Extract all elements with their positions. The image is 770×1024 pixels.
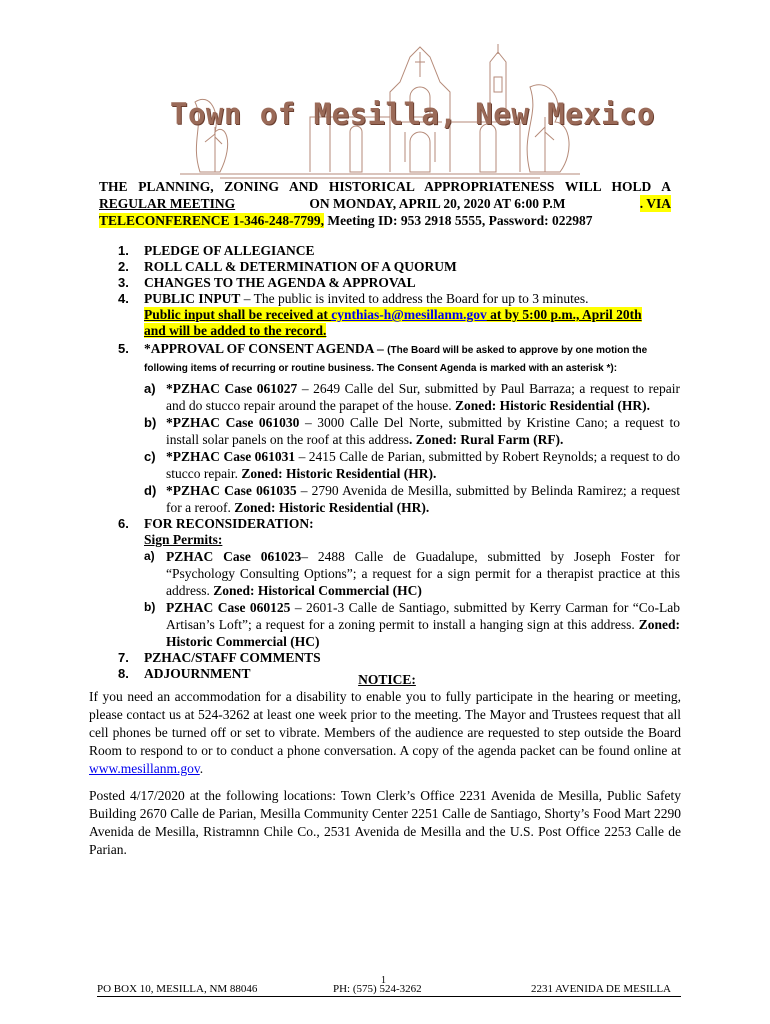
public-input-highlight bbox=[144, 307, 642, 322]
item-title: *APPROVAL OF CONSENT AGENDA bbox=[144, 341, 374, 356]
item-title: FOR RECONSIDERATION: bbox=[144, 516, 314, 531]
reconsideration-item bbox=[118, 548, 680, 599]
item-number: 2. bbox=[118, 259, 129, 274]
meeting-announcement bbox=[99, 178, 671, 229]
item-number: 3. bbox=[118, 275, 129, 290]
notice-text: If you need an accommodation for a disability to enable you to fully participate in the hearing or meeting, please contact us at 524-3262 at least one week prior to the meeting. The Mayor and Trustees request that all cell phones be turned off or set to vibrate. Members of the audience are requested to step outside the Board Room to respond to or to conduct a phone conversation. A copy of the agenda packet can be found online at bbox=[89, 689, 681, 758]
zoning: Zoned: Historic Commercial (HC) bbox=[166, 617, 680, 649]
meeting-date-text: ON MONDAY, APRIL 20, 2020 AT 6:00 P.M bbox=[309, 196, 566, 211]
consent-list bbox=[118, 380, 680, 516]
town-title: Town of Mesilla, New Mexico bbox=[170, 97, 655, 131]
case-description: – 2601-3 Calle de Santiago, submitted by Kerry Carman for “Co-Lab Artisan’s Loft”; a request for a zoning permit to install a hanging sign at this address. bbox=[166, 600, 680, 632]
consent-item bbox=[118, 448, 680, 482]
case-description: – 2415 Calle de Parian, submitted by Robert Reynolds; a request to do stucco repair. bbox=[166, 449, 680, 481]
case-description: – 3000 Calle Del Norte, submitted by Kristine Cano; a request to install solar panels on the roof at this address bbox=[166, 415, 681, 447]
footer-address: PO BOX 10, MESILLA, NM 88046 bbox=[97, 983, 258, 995]
deadline-text: at by 5:00 p.m., April 20th bbox=[486, 307, 642, 322]
page-number: 1 bbox=[381, 975, 386, 986]
email-link[interactable]: cynthias-h@mesillanm.gov bbox=[331, 307, 487, 322]
item-text: PLEDGE OF ALLEGIANCE bbox=[144, 243, 315, 258]
agenda-item bbox=[118, 243, 680, 259]
notice-body bbox=[89, 688, 681, 778]
agenda-list bbox=[118, 243, 680, 682]
item-text: CHANGES TO THE AGENDA & APPROVAL bbox=[144, 275, 416, 290]
agenda-item bbox=[118, 259, 680, 275]
item-number: 8. bbox=[118, 666, 129, 681]
case-description: – 2649 Calle del Sur, submitted by Paul Barraza; a request to repair and do stucco repair around the parapet of the house. bbox=[166, 381, 680, 413]
item-number: 1. bbox=[118, 243, 129, 258]
case-number: PZHAC Case 061023 bbox=[166, 549, 302, 564]
case-description: – 2488 Calle de Guadalupe, submitted by Joseph Foster for “Psychology Consulting Options”; a request for a sign permit for a therapist practice at this address. bbox=[166, 549, 681, 598]
item-letter: c) bbox=[144, 449, 156, 464]
footer bbox=[97, 983, 681, 997]
website-link[interactable]: www.mesillanm.gov bbox=[89, 761, 200, 776]
agenda-item-consent bbox=[118, 341, 680, 377]
reconsideration-list bbox=[118, 548, 680, 650]
notice-end: . bbox=[199, 761, 204, 776]
footer-street: 2231 AVENIDA DE MESILLA bbox=[530, 983, 671, 995]
item-text: ROLL CALL & DETERMINATION OF A QUORUM bbox=[144, 259, 457, 274]
item-text: PZHAC/STAFF COMMENTS bbox=[144, 650, 321, 665]
item-number: 5. bbox=[118, 341, 129, 356]
case-description: – 2790 Avenida de Mesilla, submitted by Belinda Ramirez; a request for a reroof. bbox=[166, 483, 680, 515]
item-number: 6. bbox=[118, 516, 129, 531]
footer-phone: PH: (575) 524-3262 bbox=[333, 983, 422, 995]
regular-meeting-text: REGULAR MEETING bbox=[99, 196, 236, 211]
case-dot: . bbox=[408, 432, 413, 447]
notice-heading: NOTICE: bbox=[358, 672, 416, 687]
case-number: *PZHAC Case 061030 bbox=[166, 415, 300, 430]
announcement-line-3 bbox=[99, 212, 671, 229]
consent-item bbox=[118, 482, 680, 516]
zoning: Zoned: Historic Residential (HR). bbox=[455, 398, 651, 413]
case-number: *PZHAC Case 061035 bbox=[166, 483, 297, 498]
consent-item bbox=[118, 414, 680, 448]
zoning: Zoned: Historic Residential (HR). bbox=[241, 466, 437, 481]
item-title: PUBLIC INPUT bbox=[144, 291, 241, 306]
zoning: Zoned: Historic Residential (HR). bbox=[234, 500, 430, 515]
posted-locations: Posted 4/17/2020 at the following locations: Town Clerk’s Office 2231 Avenida de Mesilla, Public Safety Building 2670 Calle de Parian, Mesilla Community Center 2251 Calle de Santiago, Shorty’s Food Mart 2290 Avenida de Mesilla, Ristramnn Chile Co., 2531 Avenida de Mesilla and the U.S. Post Office 2253 Calle de Parian. bbox=[89, 788, 681, 857]
case-number: *PZHAC Case 061027 bbox=[166, 381, 298, 396]
case-number: *PZHAC Case 061031 bbox=[166, 449, 296, 464]
announcement-line-2 bbox=[99, 195, 671, 212]
item-number: 4. bbox=[118, 291, 129, 306]
item-number: 7. bbox=[118, 650, 129, 665]
item-letter: b) bbox=[144, 415, 157, 430]
item-letter: a) bbox=[144, 549, 155, 563]
via-text: . VIA bbox=[639, 196, 671, 211]
item-text: – The public is invited to address the Board for up to 3 minutes. bbox=[240, 291, 589, 306]
zoning: Zoned: Historical Commercial (HC) bbox=[213, 583, 422, 598]
agenda-item bbox=[118, 650, 680, 666]
case-number: PZHAC Case 060125 bbox=[166, 600, 291, 615]
item-letter: d) bbox=[144, 483, 157, 498]
zoning: Zoned: Rural Farm (RF). bbox=[412, 432, 564, 447]
item-letter: b) bbox=[144, 600, 156, 614]
agenda-item bbox=[118, 275, 680, 291]
item-dash: – bbox=[373, 341, 388, 356]
agenda-item-reconsideration bbox=[118, 516, 680, 548]
record-text: and will be added to the record. bbox=[144, 323, 327, 338]
reconsideration-item bbox=[118, 599, 680, 650]
consent-item bbox=[118, 380, 680, 414]
meeting-id-text: Meeting ID: 953 2918 5555, Password: 022987 bbox=[324, 213, 593, 228]
announcement-line-1: THE PLANNING, ZONING AND HISTORICAL APPROPRIATENESS WILL HOLD A bbox=[99, 179, 671, 194]
teleconference-text: TELECONFERENCE 1-346-248-7799, bbox=[99, 213, 325, 228]
agenda-item-public-input bbox=[118, 291, 680, 339]
consent-note: (The Board will be asked to approve by one motion the following items of recurring or routine business. The Consent Agenda is marked with an asterisk *): bbox=[144, 345, 648, 374]
public-input-text: Public input shall be received at bbox=[144, 307, 332, 322]
item-text: ADJOURNMENT bbox=[144, 666, 251, 681]
sign-permits-heading: Sign Permits: bbox=[144, 532, 223, 547]
item-letter: a) bbox=[144, 381, 156, 396]
